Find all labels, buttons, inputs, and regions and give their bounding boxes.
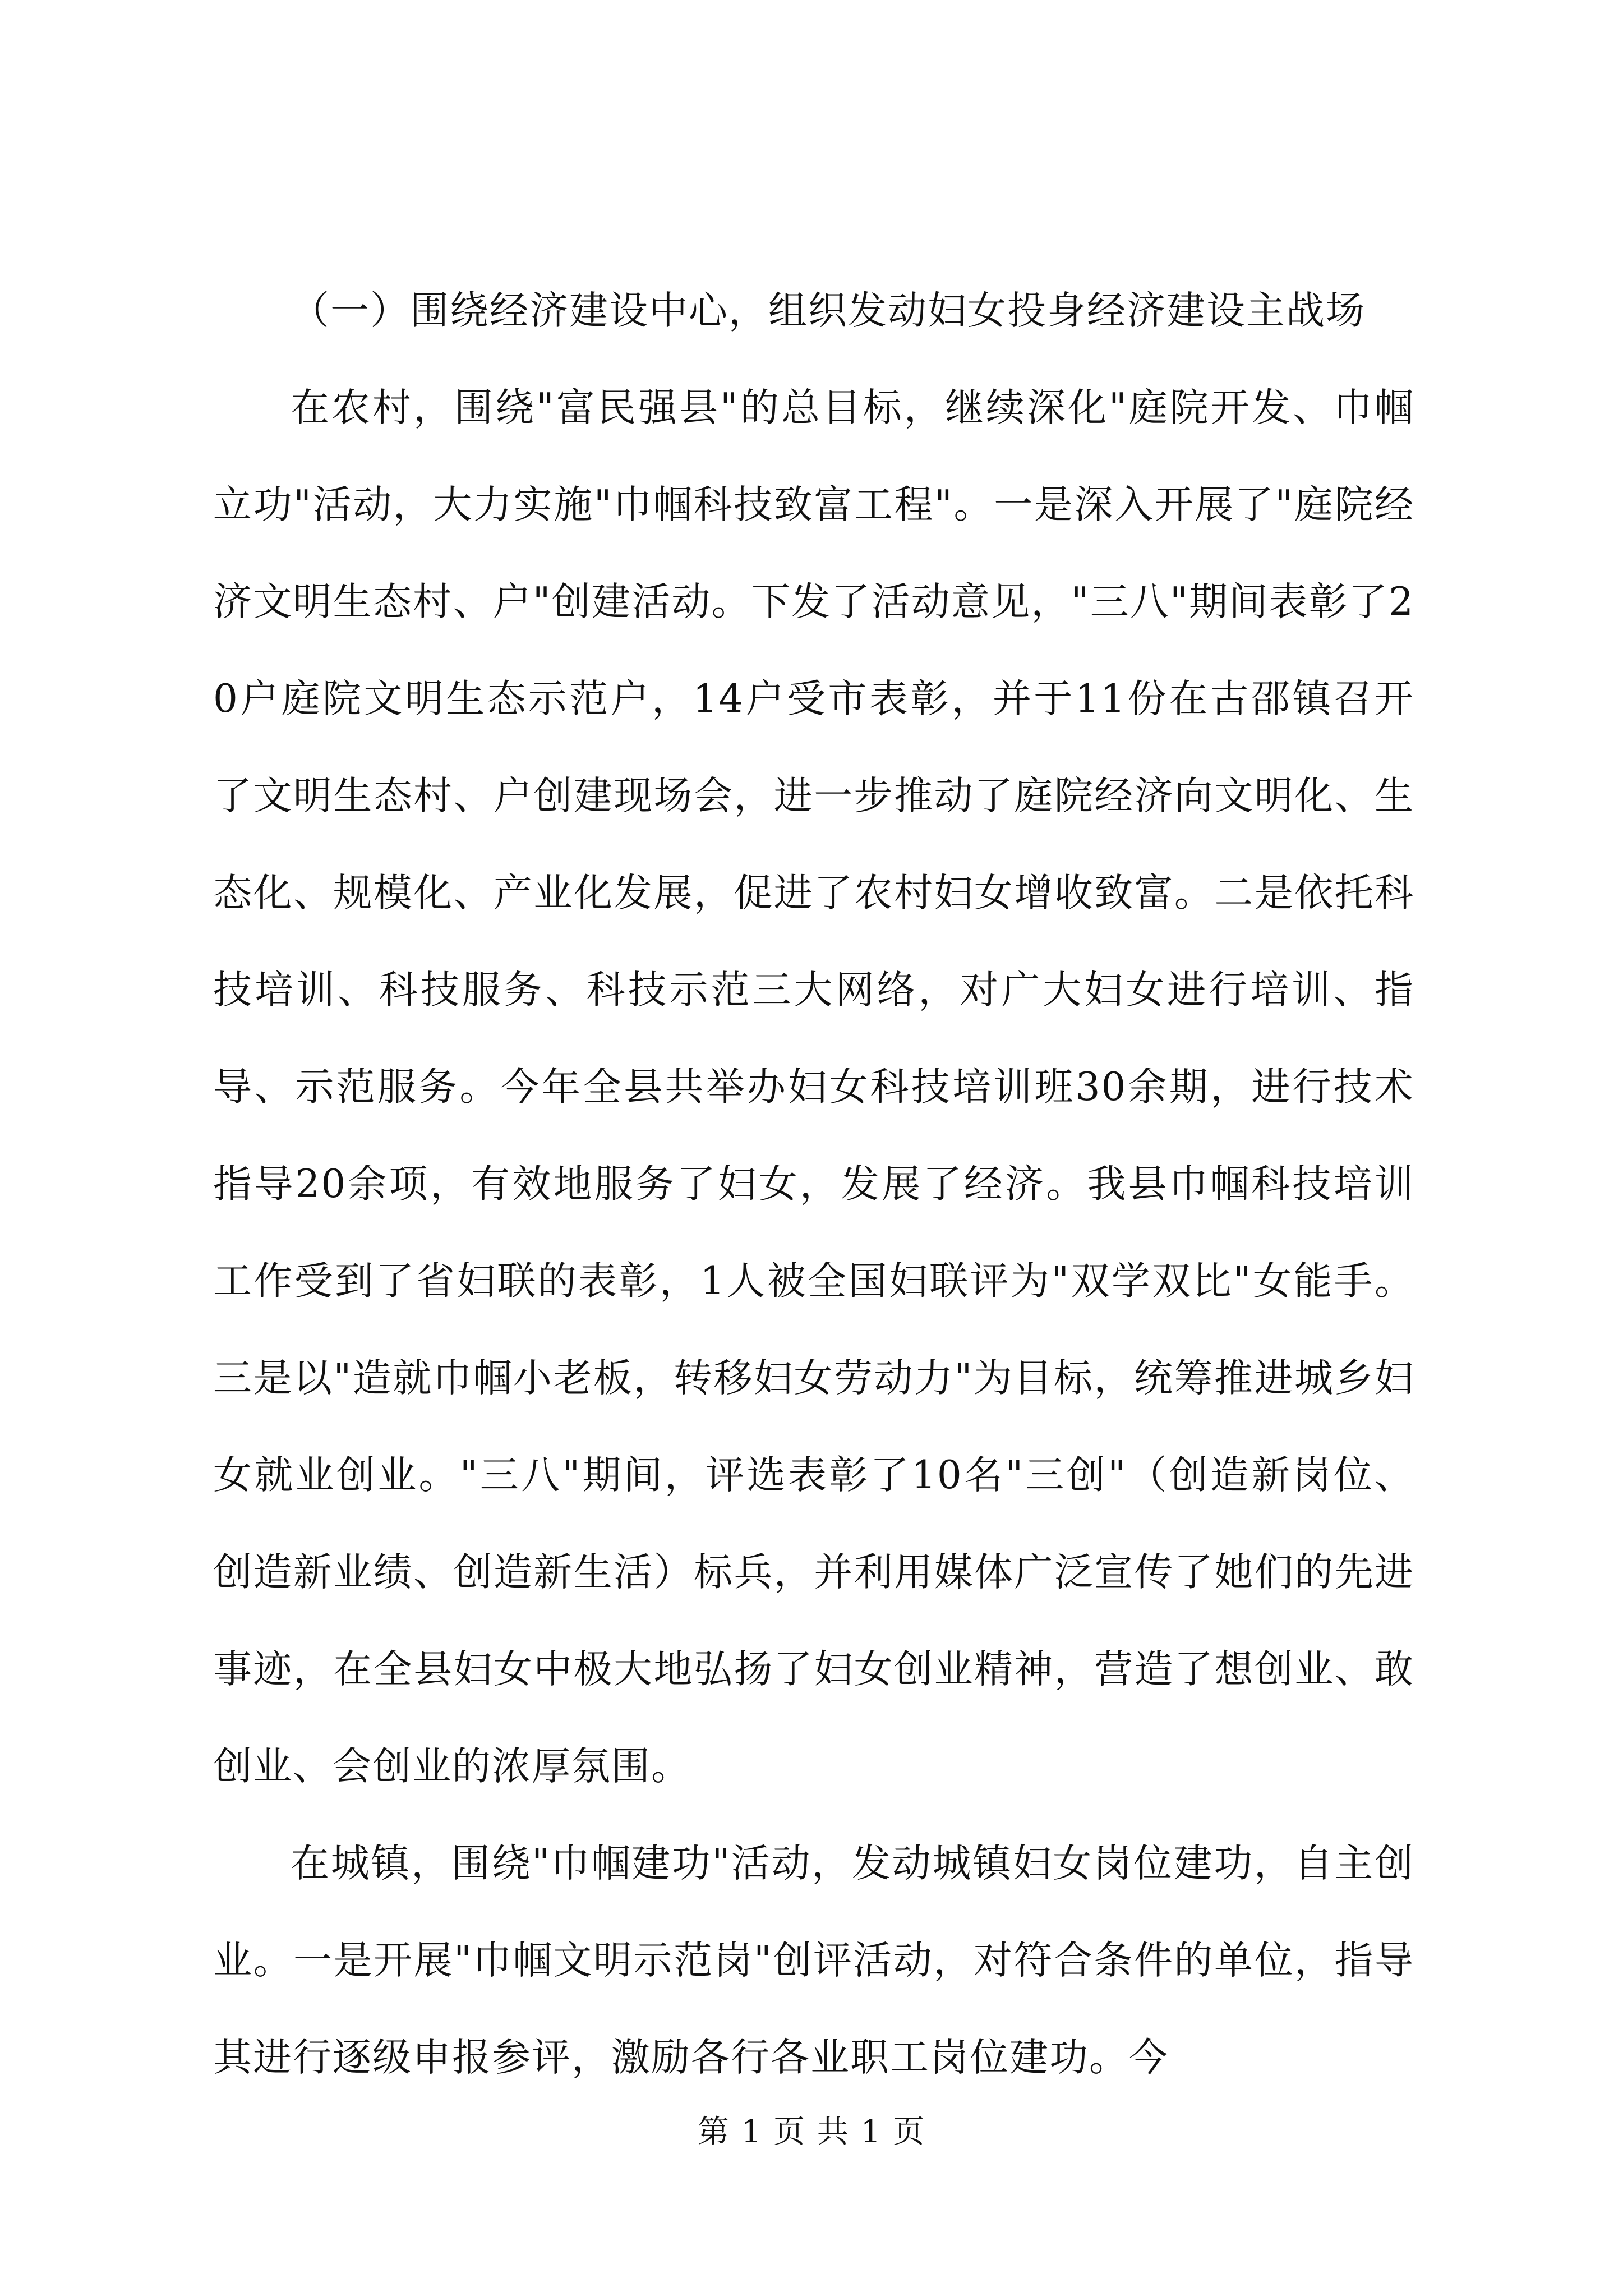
section-heading: （一）围绕经济建设中心，组织发动妇女投身经济建设主战场 xyxy=(291,288,1366,333)
page-number-footer: 第 1 页 共 1 页 xyxy=(697,2114,926,2150)
document-body xyxy=(213,263,1414,2106)
paragraph-urban: 在城镇，围绕"巾帼建功"活动，发动城镇妇女岗位建功，自主创业。一是开展"巾帼文明示范岗"创评活动，对符合条件的单位，指导其进行逐级申报参评，激励各行各业职工岗位建功。今 xyxy=(213,1841,1414,2080)
paragraph-rural: 在农村，围绕"富民强县"的总目标，继续深化"庭院开发、巾帼立功"活动，大力实施"巾帼科技致富工程"。一是深入开展了"庭院经济文明生态村、户"创建活动。下发了活动意见，"三八"期间表彰了20户庭院文明生态示范户，14户受市表彰，并于11份在古邵镇召开了文明生态村、户创建现场会，进一步推动了庭院经济向文明化、生态化、规模化、产业化发展，促进了农村妇女增收致富。二是依托科技培训、科技服务、科技示范三大网络，对广大妇女进行培训、指导、示范服务。今年全县共举办妇女科技培训班30余期，进行技术指导20余项，有效地服务了妇女，发展了经济。我县巾帼科技培训工作受到了省妇联的表彰，1人被全国妇联评为"双学双比"女能手。三是以"造就巾帼小老板，转移妇女劳动力"为目标，统筹推进城乡妇女就业创业。"三八"期间，评选表彰了10名"三创"（创造新岗位、创造新业绩、创造新生活）标兵，并利用媒体广泛宣传了她们的先进事迹，在全县妇女中极大地弘扬了妇女创业精神，营造了想创业、敢创业、会创业的浓厚氛围。 xyxy=(213,385,1414,1789)
